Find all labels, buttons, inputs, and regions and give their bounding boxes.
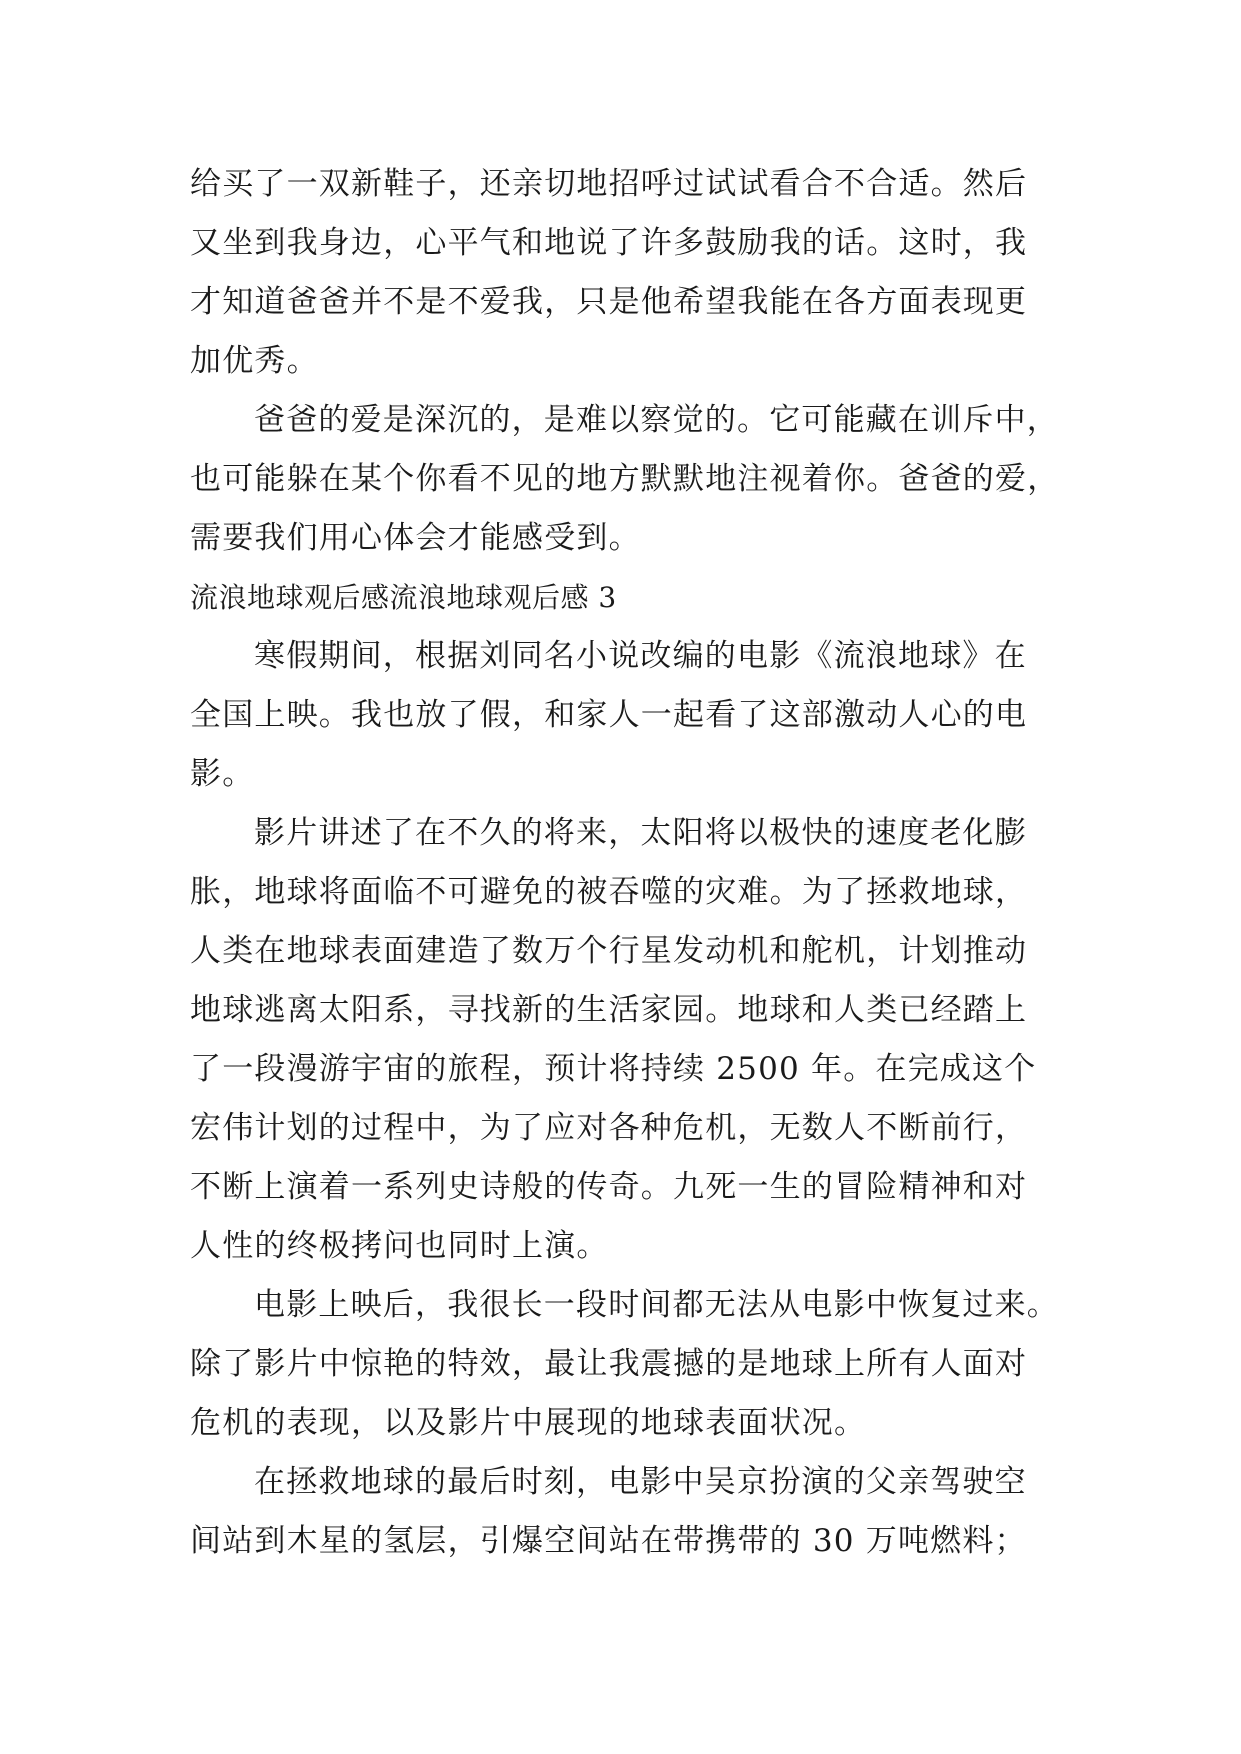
text-line: 间站到木星的氢层，引爆空间站在带携带的 30 万吨燃料； [190, 1523, 1027, 1559]
text-line: 加优秀。 [190, 343, 319, 379]
text-line: 在拯救地球的最后时刻，电影中吴京扮演的父亲驾驶空 [254, 1464, 1027, 1500]
text-line: 需要我们用心体会才能感受到。 [190, 520, 641, 556]
text-line: 宏伟计划的过程中，为了应对各种危机，无数人不断前行， [190, 1110, 1028, 1146]
text-line: 给买了一双新鞋子，还亲切地招呼过试试看合不合适。然后 [190, 166, 1028, 202]
text-line: 全国上映。我也放了假，和家人一起看了这部激动人心的电 [190, 697, 1028, 733]
text-line: 又坐到我身边，心平气和地说了许多鼓励我的话。这时，我 [190, 225, 1028, 261]
text-line: 爸爸的爱是深沉的，是难以察觉的。它可能藏在训斥中， [254, 402, 1059, 438]
text-line: 人类在地球表面建造了数万个行星发动机和舵机，计划推动 [190, 933, 1028, 969]
text-line: 才知道爸爸并不是不爱我，只是他希望我能在各方面表现更 [190, 284, 1028, 320]
text-line: 危机的表现，以及影片中展现的地球表面状况。 [190, 1405, 867, 1441]
text-line: 除了影片中惊艳的特效，最让我震撼的是地球上所有人面对 [190, 1346, 1028, 1382]
text-line: 胀，地球将面临不可避免的被吞噬的灾难。为了拯救地球， [190, 874, 1028, 910]
text-line: 寒假期间，根据刘同名小说改编的电影《流浪地球》在 [254, 638, 1027, 674]
document-body [190, 155, 1070, 1571]
text-line: 电影上映后，我很长一段时间都无法从电影中恢复过来。 [254, 1287, 1059, 1323]
text-line: 地球逃离太阳系，寻找新的生活家园。地球和人类已经踏上 [190, 992, 1028, 1028]
text-line: 了一段漫游宇宙的旅程，预计将持续 2500 年。在完成这个 [190, 1051, 1037, 1087]
section-heading: 流浪地球观后感流浪地球观后感 3 [190, 581, 617, 614]
text-line: 影片讲述了在不久的将来，太阳将以极快的速度老化膨 [254, 815, 1027, 851]
text-line: 也可能躲在某个你看不见的地方默默地注视着你。爸爸的爱， [190, 461, 1060, 497]
text-line: 影。 [190, 756, 255, 792]
text-line: 人性的终极拷问也同时上演。 [190, 1228, 609, 1264]
text-line: 不断上演着一系列史诗般的传奇。九死一生的冒险精神和对 [190, 1169, 1028, 1205]
